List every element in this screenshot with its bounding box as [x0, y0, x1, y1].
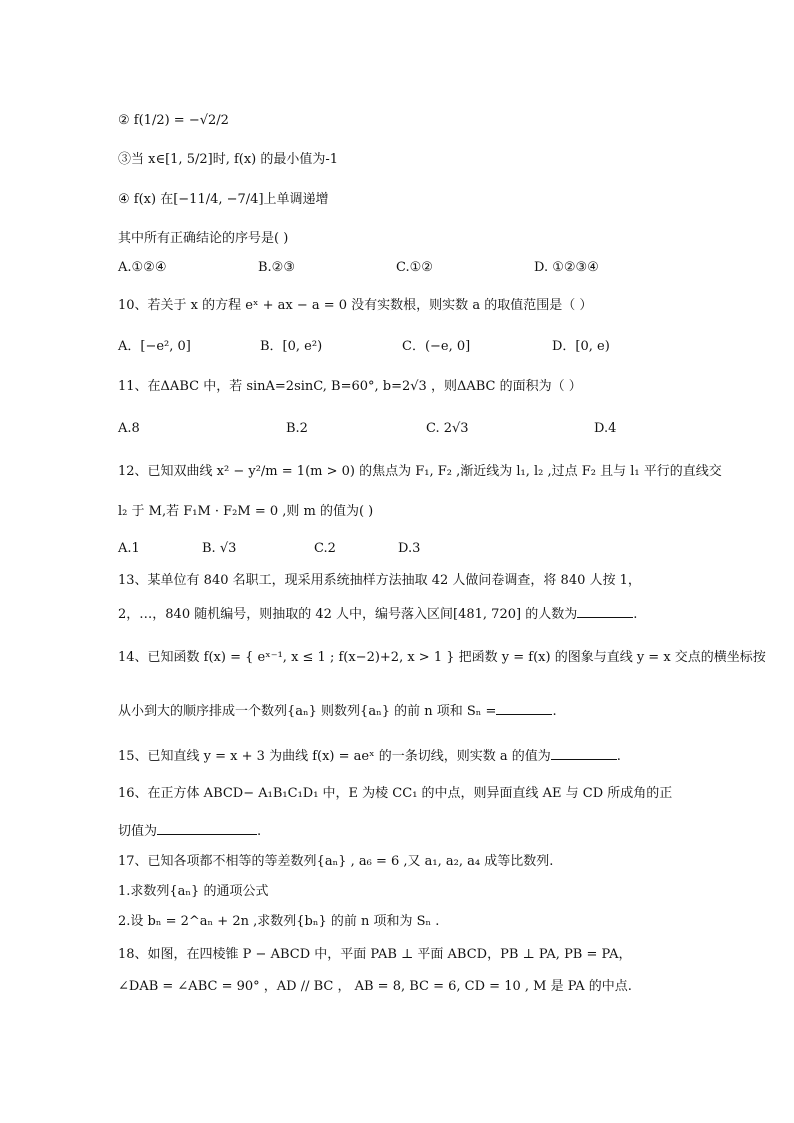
q14-line-1: 14、已知函数 f(x) = { eˣ⁻¹, x ≤ 1 ; f(x−2)+2, x > 1 } 把函数 y = f(x) 的图象与直线 y = x 交点的横坐标按 [118, 650, 766, 665]
q15-stem: 15、已知直线 y = x + 3 为曲线 f(x) = aeˣ 的一条切线，则实数 a 的值为 [118, 749, 551, 764]
q15-answer-blank[interactable] [551, 745, 617, 760]
q17-line-2: 1.求数列{aₙ} 的通项公式 [118, 884, 269, 899]
q12-option-d: D.3 [398, 541, 421, 556]
q9-option-b: B.②③ [258, 260, 295, 275]
q11-option-b: B.2 [286, 421, 308, 436]
q9-item-4: ④ f(x) 在[−11/4, −7/4]上单调递增 [118, 192, 329, 207]
q16-answer-blank[interactable] [157, 820, 257, 835]
q12-options [118, 539, 678, 559]
q15-line [118, 745, 621, 767]
q9-item-3: ③当 x∈[1, 5/2]时, f(x) 的最小值为-1 [118, 152, 339, 167]
q15-end: . [616, 749, 621, 764]
q11-options [118, 419, 678, 439]
q12-option-b: B. √3 [202, 541, 237, 556]
q11-stem: 11、在ΔABC 中，若 sinA=2sinC, B=60°, b=2√3 ，则ΔABC 的面积为（ ） [118, 379, 582, 394]
q14-line-2 [118, 700, 557, 722]
q9-prompt: 其中所有正确结论的序号是( ) [118, 231, 289, 246]
q12-line-1: 12、已知双曲线 x² − y²/m = 1(m > 0) 的焦点为 F₁, F₂ ,渐近线为 l₁, l₂ ,过点 F₂ 且与 l₁ 平行的直线交 [118, 464, 722, 479]
q16-line-2 [118, 820, 261, 842]
q11-option-a: A.8 [118, 421, 140, 436]
q9-options [118, 258, 678, 278]
q17-line-1: 17、已知各项都不相等的等差数列{aₙ} , a₆ = 6 ,又 a₁, a₂, a₄ 成等比数列. [118, 854, 554, 869]
q9-option-a: A.①②④ [118, 260, 167, 275]
q16-line-1: 16、在正方体 ABCD− A₁B₁C₁D₁ 中，E 为棱 CC₁ 的中点，则异面直线 AE 与 CD 所成角的正 [118, 786, 673, 801]
q14-line-2-end: . [552, 704, 557, 719]
q10-option-a: A．[−e², 0] [118, 339, 191, 354]
q11-option-c: C. 2√3 [426, 421, 469, 436]
q13-answer-blank[interactable] [577, 603, 633, 618]
q10-options [118, 337, 678, 357]
q12-option-a: A.1 [118, 541, 140, 556]
q9-item-2: ② f(1/2) = −√2/2 [118, 113, 229, 128]
q13-line-1: 13、某单位有 840 名职工，现采用系统抽样方法抽取 42 人做问卷调查，将 840 人按 1， [118, 573, 641, 588]
q13-line-2-end: . [633, 607, 638, 622]
q9-option-c: C.①② [396, 260, 433, 275]
q18-line-1: 18、如图，在四棱锥 P − ABCD 中，平面 PAB ⊥ 平面 ABCD，PB ⊥ PA, PB = PA， [118, 947, 632, 962]
q12-option-c: C.2 [314, 541, 336, 556]
q10-stem: 10、若关于 x 的方程 eˣ + ax − a = 0 没有实数根，则实数 a 的取值范围是（ ） [118, 298, 593, 313]
q18-line-2: ∠DAB = ∠ABC = 90° ，AD // BC ， AB = 8, BC = 6, CD = 10 , M 是 PA 的中点. [118, 979, 632, 994]
q12-line-2: l₂ 于 M,若 F₁M · F₂M = 0 ,则 m 的值为( ) [118, 504, 374, 519]
q14-answer-blank[interactable] [496, 700, 552, 715]
q10-option-c: C．(−e, 0] [402, 339, 471, 354]
q13-line-2 [118, 603, 637, 625]
q10-option-b: B．[0, e²) [260, 339, 323, 354]
q14-line-2-text: 从小到大的顺序排成一个数列{aₙ} 则数列{aₙ} 的前 n 项和 Sₙ = [118, 704, 497, 719]
q10-option-d: D．[0, e) [552, 339, 610, 354]
q11-option-d: D.4 [594, 421, 617, 436]
q9-option-d: D. ①②③④ [534, 260, 599, 275]
q17-line-3: 2.设 bₙ = 2^aₙ + 2n ,求数列{bₙ} 的前 n 项和为 Sₙ . [118, 914, 440, 929]
q13-line-2-text: 2，…，840 随机编号，则抽取的 42 人中，编号落入区间[481, 720] 的人数为 [118, 607, 578, 622]
q16-end: . [257, 824, 262, 839]
q16-line-2-text: 切值为 [118, 824, 158, 839]
